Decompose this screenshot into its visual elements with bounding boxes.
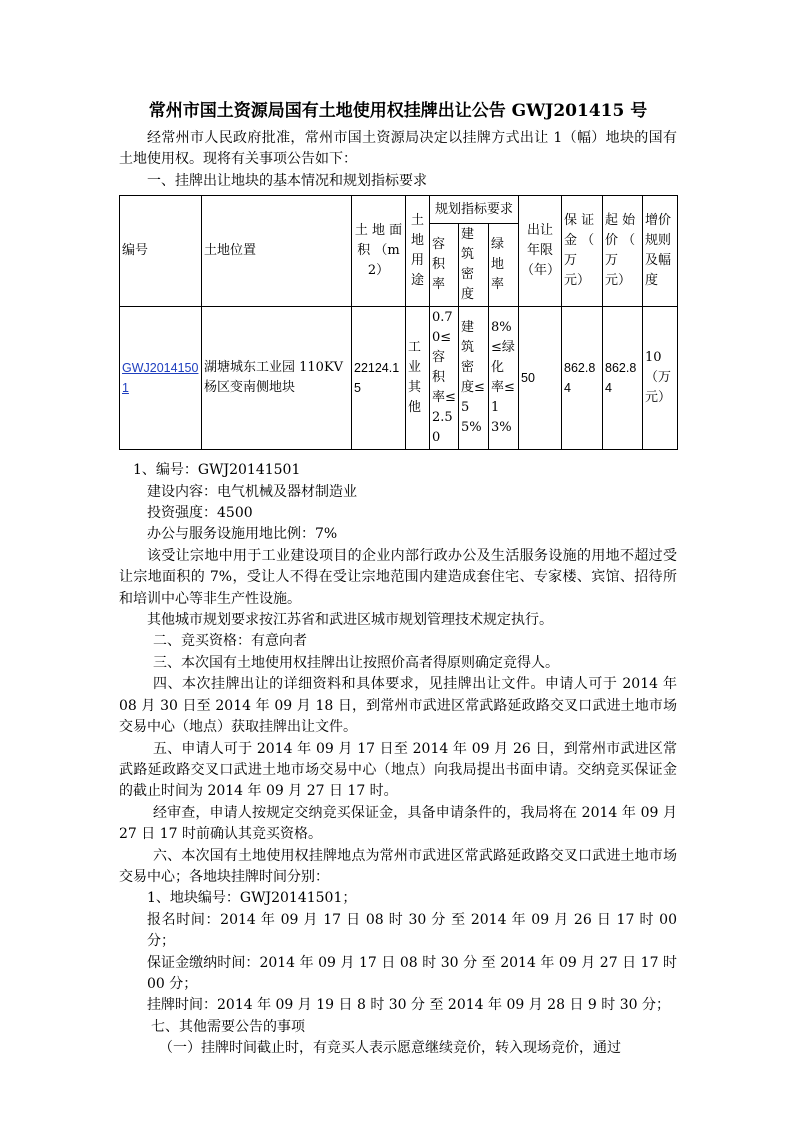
cell-area: 22124.15 — [352, 307, 406, 450]
parcel-table — [119, 195, 678, 450]
header-area: 土 地 面 积 （m2） — [352, 196, 406, 307]
section-3: 三、本次国有土地使用权挂牌出让按照价高者得原则确定竞得人。 — [153, 654, 559, 671]
section-5: 五、申请人可于 2014 年 09 月 17 日至 2014 年 09 月 26 日，到常州市武进区常武路延政路交叉口武进土地市场交易中心（地点）向我局提出书面申请。交纳竞买保证金的截止时间为 2014 年 09 月 27 日 17 时。 — [119, 740, 677, 800]
section-1-heading: 一、挂牌出让地块的基本情况和规划指标要求 — [147, 172, 427, 189]
cell-deposit: 862.84 — [562, 307, 603, 450]
item-1-office-ratio: 办公与服务设施用地比例：7% — [147, 526, 338, 543]
review-paragraph: 经审查，申请人按规定交纳竞买保证金，具备申请条件的，我局将在 2014 年 09 月 27 日 17 时前确认其竞买资格。 — [119, 804, 677, 843]
sub-item-1: （一）挂牌时间截止时，有竞买人表示愿意继续竞价，转入现场竞价，通过 — [159, 1040, 621, 1057]
header-deposit: 保 证 金 （ 万 元） — [562, 196, 603, 307]
section-4: 四、本次挂牌出让的详细资料和具体要求，见挂牌出让文件。申请人可于 2014 年 08 月 30 日至 2014 年 09 月 18 日，到常州市武进区常武路延政路交叉口武进土地市场交易中心（地点）获取挂牌出让文件。 — [119, 676, 677, 736]
cell-term: 50 — [519, 307, 562, 450]
item-1-content: 建设内容：电气机械及器材制造业 — [147, 483, 357, 500]
cell-location: 湖塘城东工业园 110KV 杨区变南侧地块 — [202, 307, 352, 450]
schedule-deposit: 保证金缴纳时间：2014 年 09 月 17 日 08 时 30 分 至 2014 年 09 月 27 日 17 时 00 分； — [147, 954, 677, 992]
header-code: 编号 — [120, 196, 202, 307]
item-1-code: 1、编号：GWJ20141501 — [133, 462, 301, 479]
table-row — [120, 307, 678, 450]
section-6: 六、本次国有土地使用权挂牌地点为常州市武进区常武路延政路交叉口武进土地市场交易中心；各地块挂牌时间分别： — [119, 847, 677, 885]
item-1-other: 其他城市规划要求按江苏省和武进区城市规划管理技术规定执行。 — [147, 612, 553, 629]
cell-density: 建筑密度≤55% — [459, 307, 489, 450]
item-1-intensity: 投资强度：4500 — [147, 505, 253, 522]
schedule-listing: 挂牌时间：2014 年 09 月 19 日 8 时 30 分 至 2014 年 09 月 28 日 9 时 30 分； — [147, 997, 670, 1014]
intro-paragraph: 经常州市人民政府批准，常州市国土资源局决定以挂牌方式出让 1（幅）地块的国有土地使用权。现将有关事项公告如下： — [119, 130, 677, 168]
header-planning: 规划指标要求 — [430, 196, 519, 224]
schedule-code: 1、地块编号：GWJ20141501； — [147, 890, 357, 907]
cell-start-price: 862.84 — [603, 307, 643, 450]
cell-use: 工业其他 — [406, 307, 430, 450]
header-use: 土地用途 — [406, 196, 430, 307]
header-start-price: 起 始 价 （ 万 元） — [603, 196, 643, 307]
section-2: 二、竞买资格：有意向者 — [153, 633, 307, 650]
header-term: 出让年限（年） — [519, 196, 562, 307]
header-green: 绿地率 — [489, 224, 519, 307]
cell-increment: 10（万元） — [643, 307, 678, 450]
page-title: 常州市国土资源局国有土地使用权挂牌出让公告 GWJ201415 号 — [148, 101, 648, 121]
header-location: 土地位置 — [202, 196, 352, 307]
cell-green: 8%≤绿化率≤13% — [489, 307, 519, 450]
parcel-code-link[interactable]: GWJ20141501 — [122, 361, 199, 396]
schedule-register: 报名时间：2014 年 09 月 17 日 08 时 30 分 至 2014 年 09 月 26 日 17 时 00 分； — [147, 911, 677, 950]
notice-document — [119, 98, 677, 1060]
cell-far: 0.70≤容积率≤2.50 — [430, 307, 459, 450]
item-1-office-paragraph: 该受让宗地中用于工业建设项目的企业内部行政办公及生活服务设施的用地不超过受让宗地面积的 7%，受让人不得在受让宗地范围内建造成套住宅、专家楼、宾馆、招待所和培训中心等非生产性设施。 — [119, 547, 677, 607]
header-far: 容积率 — [430, 224, 459, 307]
header-increment: 增价规则及幅度 — [643, 196, 678, 307]
section-7: 七、其他需要公告的事项 — [151, 1018, 305, 1035]
header-density: 建筑密度 — [459, 224, 489, 307]
